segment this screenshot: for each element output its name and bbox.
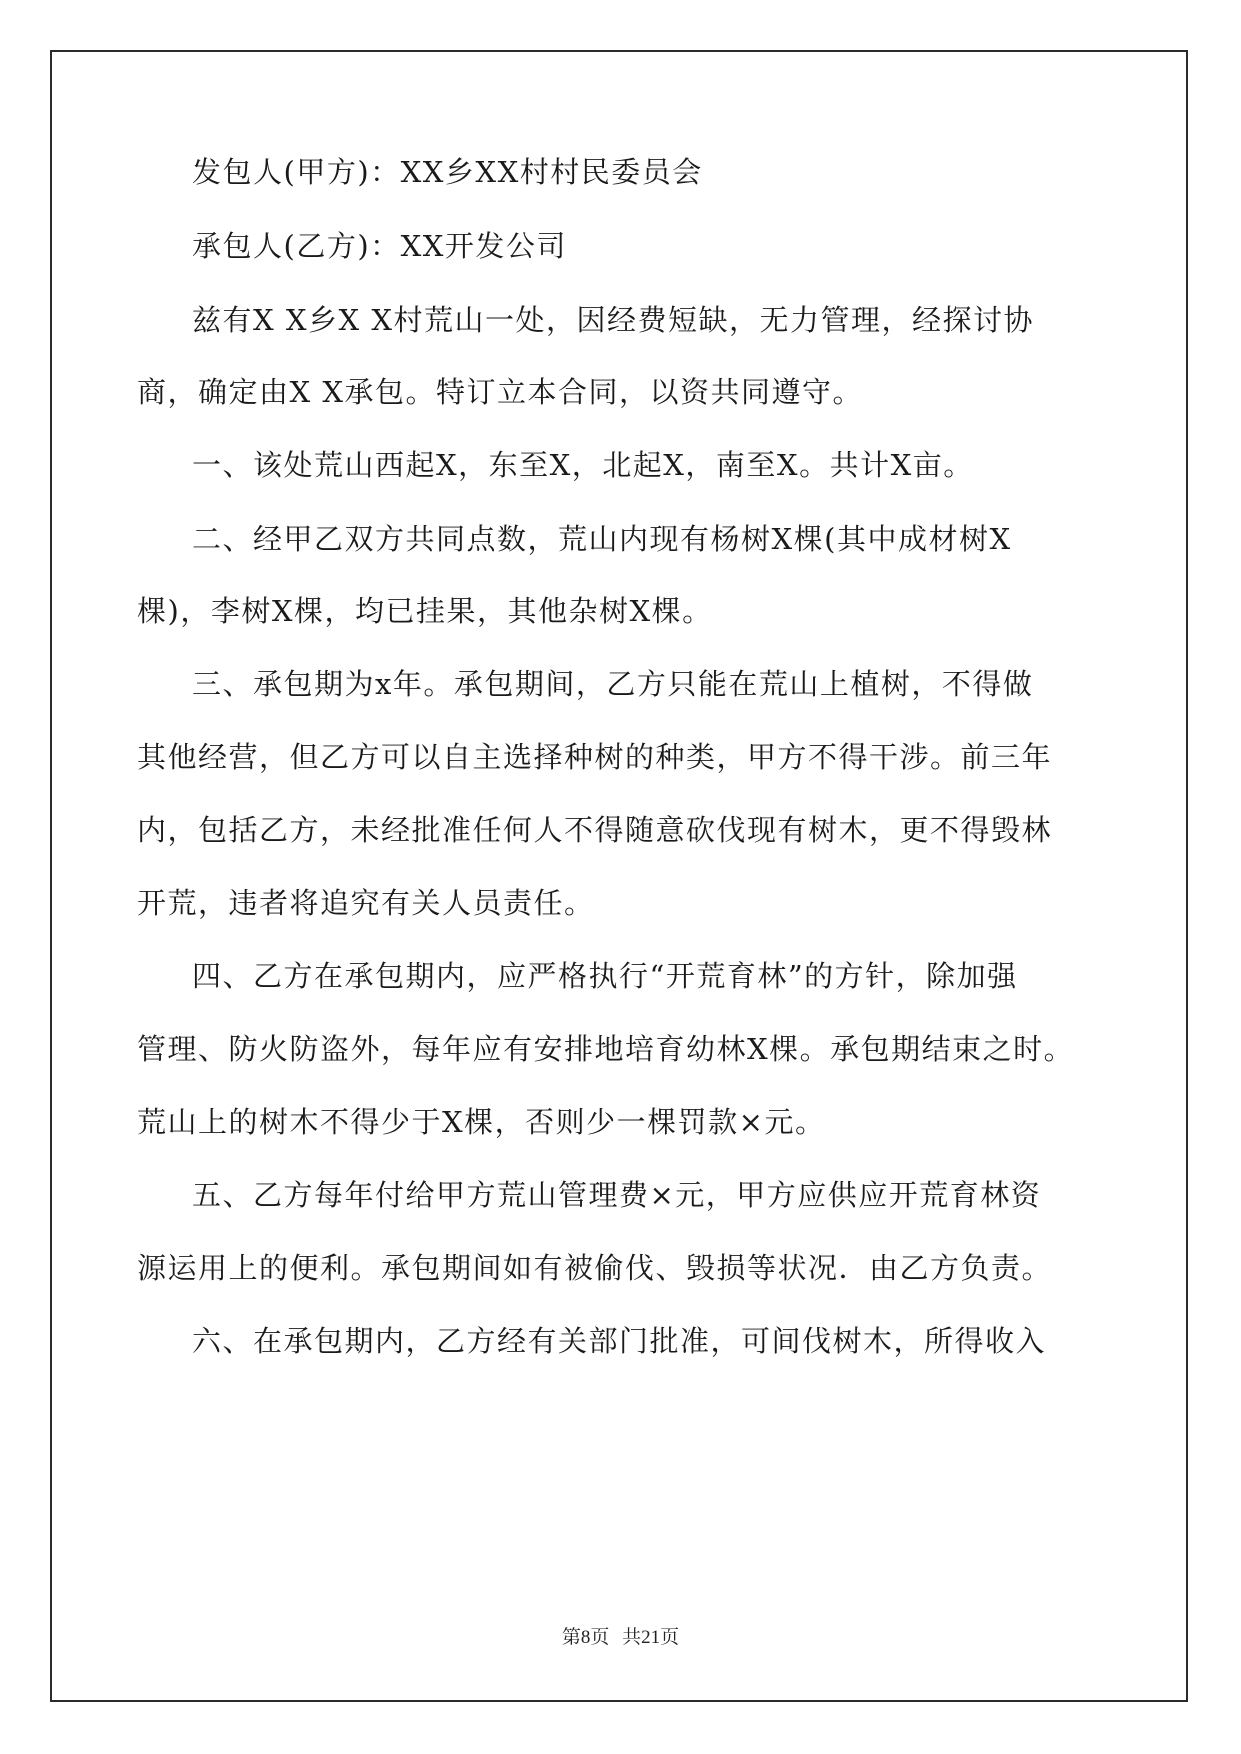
text-line: 棵)，李树X棵，均已挂果，其他杂树X棵。 — [137, 594, 713, 628]
party-b-line: 承包人(乙方)：XX开发公司 — [192, 229, 567, 263]
clause-6-line: 六、在承包期内，乙方经有关部门批准，可间伐树木，所得收入 — [192, 1324, 1047, 1358]
text-line: 其他经营，但乙方可以自主选择种树的种类，甲方不得干涉。前三年 — [137, 740, 1053, 774]
clause-4-line: 四、乙方在承包期内，应严格执行“开荒育林”的方针，除加强 — [192, 959, 1018, 993]
text-line: 内，包括乙方，未经批准任何人不得随意砍伐现有树木，更不得毁林 — [137, 813, 1053, 847]
party-a-line: 发包人(甲方)：XX乡XX村村民委员会 — [192, 155, 703, 189]
clause-2-line: 二、经甲乙双方共同点数，荒山内现有杨树X棵(其中成材树X — [192, 522, 1012, 556]
clause-1-line: 一、该处荒山西起X，东至X，北起X，南至X。共计X亩。 — [192, 448, 974, 482]
text-line: 商，确定由X X承包。特订立本合同，以资共同遵守。 — [137, 375, 864, 409]
page-total: 共21页 — [622, 1627, 680, 1648]
page-border — [50, 50, 1188, 1702]
page-footer — [0, 1626, 1241, 1650]
text-line: 荒山上的树木不得少于X棵，否则少一棵罚款×元。 — [137, 1105, 826, 1139]
page-number: 第8页 — [561, 1627, 610, 1648]
clause-3-line: 三、承包期为x年。承包期间，乙方只能在荒山上植树，不得做 — [192, 667, 1034, 701]
text-line: 开荒，违者将追究有关人员责任。 — [137, 886, 595, 920]
text-line: 源运用上的便利。承包期间如有被偷伐、毁损等状况．由乙方负责。 — [137, 1251, 1053, 1285]
text-line: 兹有X X乡X X村荒山一处，因经费短缺，无力管理，经探讨协 — [192, 303, 1035, 337]
text-line: 管理、防火防盗外，每年应有安排地培育幼林X棵。承包期结束之时。 — [137, 1032, 1075, 1066]
clause-5-line: 五、乙方每年付给甲方荒山管理费×元，甲方应供应开荒育林资 — [192, 1178, 1042, 1212]
